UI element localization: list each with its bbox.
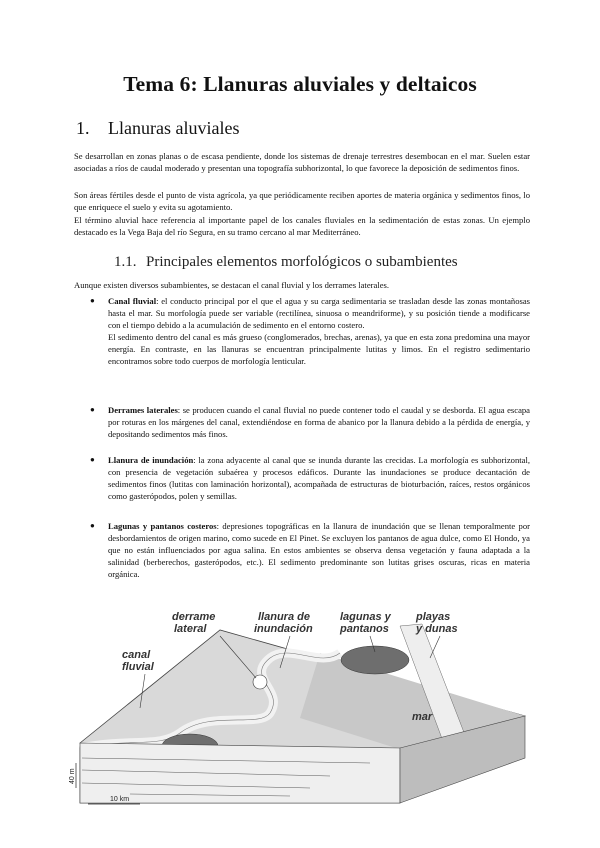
- section-number: 1.: [76, 118, 90, 138]
- block-front: [80, 743, 400, 803]
- vertical-scale-label: 40 m: [69, 768, 76, 784]
- bullet-extra: El sedimento dentro del canal es más grueso (conglomerados, brechas, arenas), ya que en esta zona predomina una mayor energía. En contraste, en las llanuras se encuentran principalmente lutitas y limos. En el registro sedimentario encontramos sobre todo cuerpos de morfología lenticular.: [108, 332, 530, 366]
- bullet-canal-fluvial: [90, 295, 530, 367]
- label-canal-2: fluvial: [122, 661, 154, 673]
- lagoon: [341, 646, 409, 674]
- bullet-term: Lagunas y pantanos costeros: [108, 521, 217, 531]
- label-llanura-2: inundación: [254, 623, 313, 635]
- section-title: Llanuras aluviales: [108, 118, 240, 138]
- label-canal-1: canal: [122, 649, 151, 661]
- label-playas-2: y dunas: [416, 623, 458, 635]
- label-mar: mar: [412, 711, 433, 723]
- bullet-lagunas-pantanos: [90, 520, 530, 580]
- label-lagunas-1: lagunas y: [340, 611, 391, 623]
- bullet-text: : el conducto principal por el que el agua y su carga sedimentaria se trasladan desde las zonas montañosas hasta el mar. Su morfología puede ser variable (rectilínea, sinuosa o meandriforme), y su posición tiende a modificarse con el tiempo debido a la acumulación de sedimento en el entorno costero.: [108, 296, 530, 330]
- bullet-dot: ●: [90, 455, 95, 464]
- bullet-dot: ●: [90, 405, 95, 414]
- label-derrame-1: derrame: [172, 611, 216, 623]
- bullet-derrames-laterales: [90, 404, 530, 440]
- subsection-title: Principales elementos morfológicos o subambientes: [146, 254, 458, 270]
- section-heading: [76, 118, 239, 139]
- bullet-term: Canal fluvial: [108, 296, 157, 306]
- label-llanura-1: llanura de: [258, 611, 310, 623]
- bullet-dot: ●: [90, 296, 95, 305]
- bullet-term: Derrames laterales: [108, 405, 178, 415]
- label-derrame-2: lateral: [174, 623, 207, 635]
- label-playas-1: playas: [416, 611, 451, 623]
- block-diagram: [70, 598, 530, 808]
- horizontal-scale-label: 10 km: [110, 796, 130, 803]
- bullet-text: : depresiones topográficas en la llanura de inundación que se llenan temporalmente por desbordamientos de origen marino, como sucede en El Pinet. Se excluyen los pantanos de agua dulce, como El Hondo, ya que no están influenciados por agua salina. En estos ambientes se observa densa vegetación y fauna adaptada a la salinidad (berberechos, gasterópodos, etc.). El sedimento predominante son lutitas grises oscuras, ricas en materia orgánica.: [108, 521, 531, 579]
- paragraph-3: El término aluvial hace referencia al importante papel de los canales fluviales en la sedimentación de estas zonas. Un ejemplo destacado es la Vega Baja del río Segura, en su tramo cercano al mar Mediterráneo.: [74, 215, 530, 237]
- alluvial-plain-figure: [70, 598, 530, 808]
- subsection-heading: [114, 254, 458, 271]
- label-lagunas-2: pantanos: [340, 623, 389, 635]
- bullet-text: : la zona adyacente al canal que se inunda durante las crecidas. La morfología es subhorizontal, con presencia de vegetación subaérea y procesos edáficos. Durante las inundaciones se produce decantación de sedimentos finos (lutitas con laminación horizontal), acompañada de estructuras de bioturbación, raíces, restos orgánicos como gasterópodos, polen y semillas.: [108, 455, 531, 501]
- bullet-dot: ●: [90, 521, 95, 530]
- intro-text: Aunque existen diversos subambientes, se destacan el canal fluvial y los derrames laterales.: [74, 280, 389, 290]
- subsection-number: 1.1.: [114, 254, 137, 270]
- page-title: Tema 6: Llanuras aluviales y deltaicos: [123, 72, 477, 96]
- bullet-text: : se producen cuando el canal fluvial no puede contener todo el caudal y se desborda. El agua escapa por roturas en los márgenes del canal, extendiéndose en forma de abanico por la llanura debido a la pérdida de energía, y depositando sedimentos más finos.: [108, 405, 530, 439]
- paragraph-2: Son áreas fértiles desde el punto de vista agrícola, ya que periódicamente reciben aportes de materia orgánica y sedimentos finos, lo que enriquece el suelo y evita su agotamiento.: [74, 190, 530, 212]
- paragraph-1: Se desarrollan en zonas planas o de escasa pendiente, donde los sistemas de drenaje terrestres desembocan en el mar. Suelen estar asociadas a ríos de caudal moderado y presentan una topografía subhorizontal, lo que favorece la deposición de sedimentos finos.: [74, 151, 530, 173]
- bullet-llanura-inundacion: [90, 454, 530, 502]
- bullet-term: Llanura de inundación: [108, 455, 194, 465]
